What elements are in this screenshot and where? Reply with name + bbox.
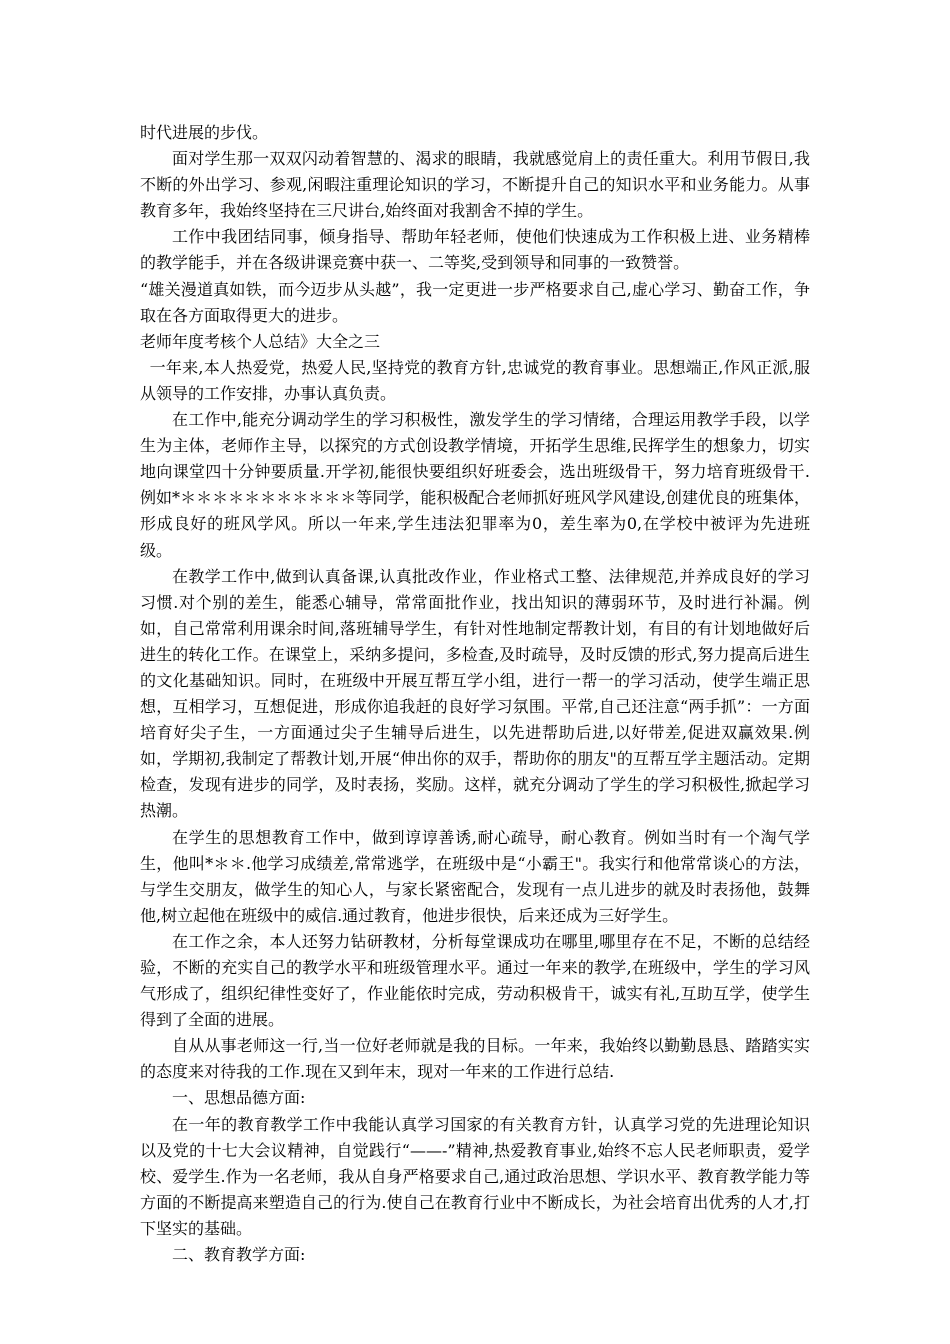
paragraph-political-stance: 一年来,本人热爱党，热爱人民,坚持党的教育方针,忠诚党的教育事业。思想端正,作风正派,服从领导的工作安排，办事认真负责。 [140,357,810,403]
paragraph-teamwork: 工作中我团结同事，倾身指导、帮助年轻老师，使他们快速成为工作积极上进、业务精棒的教学能手，并在各级讲课竞赛中获一、二等奖,受到领导和同事的一致赞誉。 [140,227,810,273]
paragraph-study-policy: 在一年的教育教学工作中我能认真学习国家的有关教育方针，认真学习党的先进理论知识以及党的十七大会议精神，自觉践行“——-”精神,热爱教育事业,始终不忘人民老师职责，爱学校、爱学生.作为一名老师，我从自身严格要求自己,通过政治思想、学识水平、教育教学能力等方面的不断提高来塑造自己的行为.使自己在教育行业中不断成长，为社会培育出优秀的人才,打下坚实的基础。 [140,1114,810,1238]
heading-ideology-morality: 一、思想品德方面: [172,1088,306,1108]
document-body [140,120,810,1268]
paragraph-motto: “雄关漫道真如铁，而今迈步从头越”，我一定更进一步严格要求自己,虚心学习、勤奋工作，争取在各方面取得更大的进步。 [140,279,810,325]
paragraph-ideological-education: 在学生的思想教育工作中，做到谆谆善诱,耐心疏导，耐心教育。例如当时有一个淘气学生，他叫*＊＊.他学习成绩差,常常逃学，在班级中是“小霸王"。我实行和他常常谈心的方法，与学生交朋友，做学生的知心人，与家长紧密配合，发现有一点儿进步的就及时表扬他，鼓舞他,树立起他在班级中的威信.通过教育，他进步很快，后来还成为三好学生。 [140,827,810,925]
heading-education-teaching: 二、教育教学方面: [172,1245,306,1265]
paragraph-goal: 自从从事老师这一行,当一位好老师就是我的目标。一年来，我始终以勤勤恳恳、踏踏实实的态度来对待我的工作.现在又到年末，现对一年来的工作进行总结. [140,1036,810,1082]
paragraph-intro-continuation: 时代进展的步伐。 [140,123,269,142]
paragraph-teaching-work: 在教学工作中,做到认真备课,认真批改作业，作业格式工整、法律规范,并养成良好的学习习惯.对个别的差生，能悉心辅导，常常面批作业，找出知识的薄弱环节，及时进行补漏。例如，自己常常利用课余时间,落班辅导学生，有针对性地制定帮教计划，有目的有计划地做好后进生的转化工作。在课堂上，采纳多提问，多检查,及时疏导，及时反馈的形式,努力提高后进生的文化基础知识。同时，在班级中开展互帮互学小组，进行一帮一的学习活动，使学生端正思想，互相学习，互想促进，形成你追我赶的良好学习氛围。平常,自己还注意“两手抓”：一方面培育好尖子生，一方面通过尖子生辅导后进生，以先进帮助后进,以好带差,促进双赢效果.例如，学期初,我制定了帮教计划,开展“伸出你的双手，帮助你的朋友"的互帮互学主题活动。定期检查，发现有进步的同学，及时表扬，奖励。这样，就充分调动了学生的学习积极性,掀起学习热潮。 [140,566,810,821]
paragraph-spare-time: 在工作之余，本人还努力钻研教材，分析每堂课成功在哪里,哪里存在不足，不断的总结经验，不断的充实自己的教学水平和班级管理水平。通过一年来的教学,在班级中，学生的学习风气形成了，组织纪律性变好了，作业能依时完成，劳动积极肯干，诚实有礼,互助互学，使学生得到了全面的进展。 [140,931,810,1030]
section-title-part-three: 老师年度考核个人总结》大全之三 [140,331,381,351]
paragraph-work-motivation: 在工作中,能充分调动学生的学习积极性，激发学生的学习情绪，合理运用教学手段，以学生为主体，老师作主导，以探究的方式创设教学情境，开拓学生思维,民挥学生的想象力，切实地向课堂四十分钟要质量.开学初,能很快要组织好班委会，选出班级骨干，努力培育班级骨干.例如*＊＊＊＊＊＊＊＊＊＊＊等同学，能积极配合老师抓好班风学风建设,创建优良的班集体，形成良好的班风学风。所以一年来,学生违法犯罪率为0，差生率为0,在学校中被评为先进班级。 [140,410,810,560]
paragraph-responsibility: 面对学生那一双双闪动着智慧的、渴求的眼睛，我就感觉肩上的责任重大。利用节假日,我不断的外出学习、参观,闲暇注重理论知识的学习，不断提升自己的知识水平和业务能力。从事教育多年，我始终坚持在三尺讲台,始终面对我割舍不掉的学生。 [140,149,810,221]
